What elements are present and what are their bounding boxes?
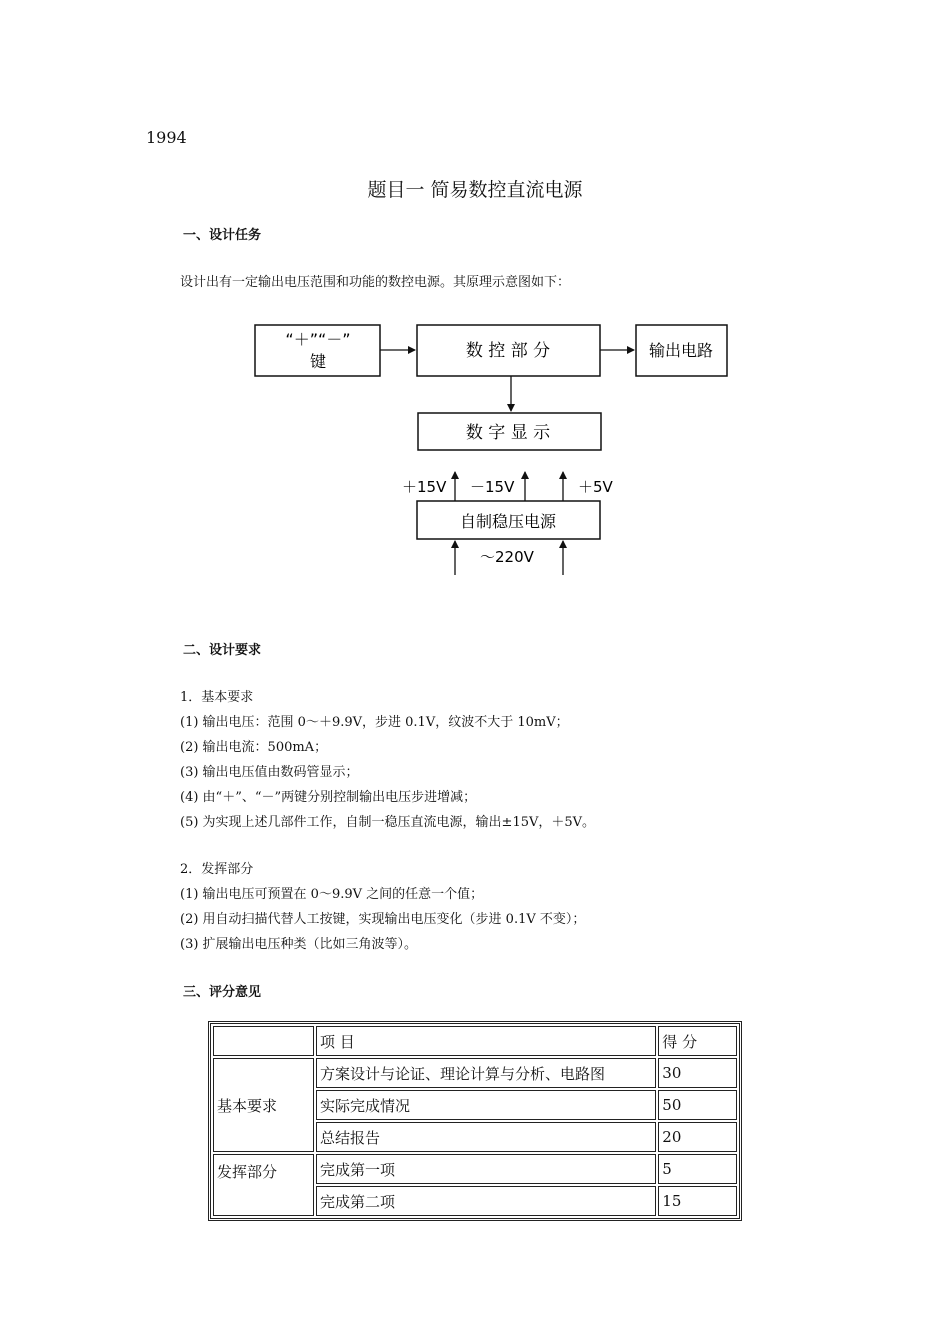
group-extra: 发挥部分 [213, 1154, 314, 1216]
section-heading-requirements: 二、设计要求 [183, 643, 262, 658]
extra-item-1: (1) 输出电压可预置在 0～9.9V 之间的任意一个值； [180, 887, 484, 902]
row-score: 50 [658, 1090, 737, 1120]
extra-title: 2．发挥部分 [180, 862, 254, 877]
basic-item-3: (3) 输出电压值由数码管显示； [180, 765, 359, 780]
basic-item-5: (5) 为实现上述几部件工作，自制一稳压直流电源，输出±15V，＋5V。 [180, 815, 596, 830]
header-item: 项 目 [316, 1026, 656, 1056]
row-item: 方案设计与论证、理论计算与分析、电路图 [316, 1058, 656, 1088]
row-item: 完成第二项 [316, 1186, 656, 1216]
task-intro: 设计出有一定输出电压范围和功能的数控电源。其原理示意图如下： [180, 275, 571, 290]
table-cell-empty [213, 1026, 314, 1056]
row-score: 5 [658, 1154, 737, 1184]
keys-label-line1: “＋”“－” [285, 330, 351, 349]
psu-label: 自制稳压电源 [459, 512, 557, 531]
section-heading-task: 一、设计任务 [183, 228, 262, 243]
plus5-label: ＋5V [578, 478, 613, 496]
table-row [213, 1058, 737, 1088]
header-score: 得 分 [658, 1026, 737, 1056]
minus15-label: －15V [470, 478, 515, 496]
scoring-table [208, 1021, 742, 1221]
ac-label: ～220V [480, 548, 534, 566]
group-basic: 基本要求 [213, 1058, 314, 1152]
page-title: 题目一 简易数控直流电源 [367, 179, 583, 201]
basic-item-2: (2) 输出电流：500mA； [180, 740, 328, 755]
section-heading-scoring: 三、评分意见 [183, 985, 262, 1000]
row-item: 总结报告 [316, 1122, 656, 1152]
year: 1994 [146, 128, 187, 147]
plus15-label: ＋15V [402, 478, 447, 496]
basic-item-4: (4) 由“＋”、“－”两键分别控制输出电压步进增减； [180, 790, 477, 805]
row-score: 20 [658, 1122, 737, 1152]
basic-item-1: (1) 输出电压：范围 0～＋9.9V，步进 0.1V，纹波不大于 10mV； [180, 715, 569, 730]
table-row [213, 1154, 737, 1184]
block-diagram [0, 0, 950, 600]
table-row [213, 1026, 737, 1056]
extra-item-3: (3) 扩展输出电压种类（比如三角波等）。 [180, 937, 418, 952]
row-score: 30 [658, 1058, 737, 1088]
row-score: 15 [658, 1186, 737, 1216]
keys-label-line2: 键 [309, 352, 327, 371]
output-label: 输出电路 [648, 341, 714, 360]
row-item: 完成第一项 [316, 1154, 656, 1184]
control-label: 数 控 部 分 [465, 341, 551, 361]
extra-item-2: (2) 用自动扫描代替人工按键，实现输出电压变化（步进 0.1V 不变）； [180, 912, 586, 927]
row-item: 实际完成情况 [316, 1090, 656, 1120]
display-label: 数 字 显 示 [465, 423, 551, 443]
basic-title: 1．基本要求 [180, 690, 254, 705]
